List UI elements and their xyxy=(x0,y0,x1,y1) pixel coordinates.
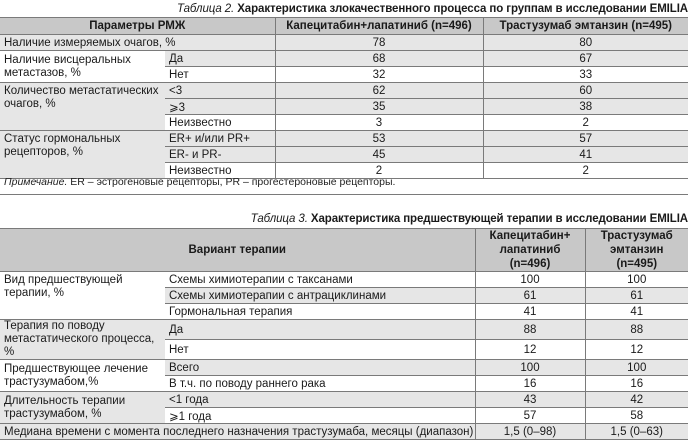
value-arm-b: 2 xyxy=(483,163,688,179)
sub-label: Нет xyxy=(165,340,475,360)
group-label: Вид предшествующей терапии, % xyxy=(0,272,165,320)
value-arm-a: 35 xyxy=(275,99,483,115)
sub-label: Неизвестно xyxy=(165,115,275,131)
value-arm-b: 42 xyxy=(585,392,688,408)
sub-label: Да xyxy=(165,51,275,67)
table2-header-param: Параметры РМЖ xyxy=(89,20,186,32)
value-arm-b: 16 xyxy=(585,376,688,392)
table-row xyxy=(0,424,688,440)
table-row xyxy=(0,131,688,147)
value-arm-a: 62 xyxy=(275,83,483,99)
value-arm-a: 3 xyxy=(275,115,483,131)
value-arm-b: 2 xyxy=(483,115,688,131)
value-arm-b: 58 xyxy=(585,408,688,424)
sub-label: <3 xyxy=(165,83,275,99)
row-label: Наличие измеряемых очагов, % xyxy=(4,36,176,49)
value-arm-a: 45 xyxy=(275,147,483,163)
table2-caption-prefix: Таблица 2. xyxy=(176,3,235,15)
table2-header-row xyxy=(0,18,688,35)
value-arm-a: 16 xyxy=(475,376,585,392)
value-arm-a: 100 xyxy=(475,360,585,376)
sub-label: Нет xyxy=(165,67,275,83)
table2-note xyxy=(4,176,395,188)
table-row xyxy=(0,360,688,376)
value-arm-b: 80 xyxy=(483,35,688,51)
table3-header-therapy: Вариант терапии xyxy=(188,244,286,256)
value-arm-b: 41 xyxy=(585,304,688,320)
table-row xyxy=(0,51,688,67)
value-arm-b: 100 xyxy=(585,272,688,288)
table3-caption-prefix: Таблица 3. xyxy=(250,213,308,225)
value-arm-b: 60 xyxy=(483,83,688,99)
table-row xyxy=(0,35,688,51)
table3-header-row xyxy=(0,229,688,272)
table3 xyxy=(0,228,688,440)
value-arm-b: 88 xyxy=(585,320,688,340)
sub-label: <1 года xyxy=(165,392,475,408)
group-label: Наличие висцеральных метастазов, % xyxy=(0,51,165,83)
table3-header-arm-a: Капецитабин+ лапатиниб (n=496) xyxy=(475,229,585,272)
table2-note-prefix: Примечание. xyxy=(4,176,68,188)
value-arm-b: 41 xyxy=(483,147,688,163)
sub-label: Схемы химиотерапии с антрациклинами xyxy=(165,288,475,304)
table-row xyxy=(0,83,688,99)
group-label: Предшествующее лечение трастузумабом,% xyxy=(0,360,165,392)
value-arm-a: 43 xyxy=(475,392,585,408)
sub-label: Гормональная терапия xyxy=(165,304,475,320)
table2 xyxy=(0,17,688,179)
table2-caption xyxy=(177,3,688,15)
table3-caption xyxy=(251,213,688,225)
value-arm-a: 32 xyxy=(275,67,483,83)
group-label: Статус гормональных рецепторов, % xyxy=(0,131,165,179)
value-arm-b: 33 xyxy=(483,67,688,83)
value-arm-b: 57 xyxy=(483,131,688,147)
sub-label: ER+ и/или PR+ xyxy=(165,131,275,147)
value-arm-a: 57 xyxy=(475,408,585,424)
value-arm-a: 1,5 (0–98) xyxy=(475,424,585,440)
value-arm-b: 1,5 (0–63) xyxy=(585,424,688,440)
table2-header-arm-b: Трастузумаб эмтанзин (n=495) xyxy=(483,18,688,35)
table2-note-text: ER – эстрогеновые рецепторы, PR – прогестероновые рецепторы. xyxy=(67,176,396,188)
value-arm-a: 2 xyxy=(275,163,483,179)
value-arm-a: 12 xyxy=(475,340,585,360)
value-arm-a: 68 xyxy=(275,51,483,67)
group-label: Длительность терапии трастузумабом, % xyxy=(0,392,165,424)
sub-label: Неизвестно xyxy=(165,163,275,179)
sub-label: Схемы химиотерапии с таксанами xyxy=(165,272,475,288)
value-arm-b: 100 xyxy=(585,360,688,376)
table3-header-arm-b: Трастузумаб эмтанзин (n=495) xyxy=(585,229,688,272)
value-arm-b: 67 xyxy=(483,51,688,67)
value-arm-b: 61 xyxy=(585,288,688,304)
sub-label: В т.ч. по поводу раннего рака xyxy=(165,376,475,392)
group-label: Количество метастатических очагов, % xyxy=(0,83,165,131)
value-arm-b: 38 xyxy=(483,99,688,115)
table-row xyxy=(0,320,688,340)
sub-label: Всего xyxy=(165,360,475,376)
sub-label: ⩾1 года xyxy=(165,408,475,424)
sub-label: ER- и PR- xyxy=(165,147,275,163)
table2-caption-title: Характеристика злокачественного процесса по группам в исследовании EMILIA xyxy=(237,3,688,15)
value-arm-a: 61 xyxy=(475,288,585,304)
value-arm-a: 78 xyxy=(275,35,483,51)
value-arm-a: 100 xyxy=(475,272,585,288)
table3-caption-title: Характеристика предшествующей терапии в исследовании EMILIA xyxy=(310,213,688,225)
value-arm-b: 12 xyxy=(585,340,688,360)
row-label: Медиана времени с момента последнего назначения трастузумаба, месяцы (диапазон) xyxy=(0,424,475,440)
value-arm-a: 53 xyxy=(275,131,483,147)
sub-label: ⩾3 xyxy=(165,99,275,115)
sub-label: Да xyxy=(165,320,475,340)
value-arm-a: 88 xyxy=(475,320,585,340)
table-row xyxy=(0,392,688,408)
table2-bottom-rule xyxy=(0,194,688,195)
table-row xyxy=(0,272,688,288)
value-arm-a: 41 xyxy=(475,304,585,320)
table2-header-arm-a: Капецитабин+лапатиниб (n=496) xyxy=(275,18,483,35)
group-label: Терапия по поводу метастатического процесса, % xyxy=(0,320,165,360)
